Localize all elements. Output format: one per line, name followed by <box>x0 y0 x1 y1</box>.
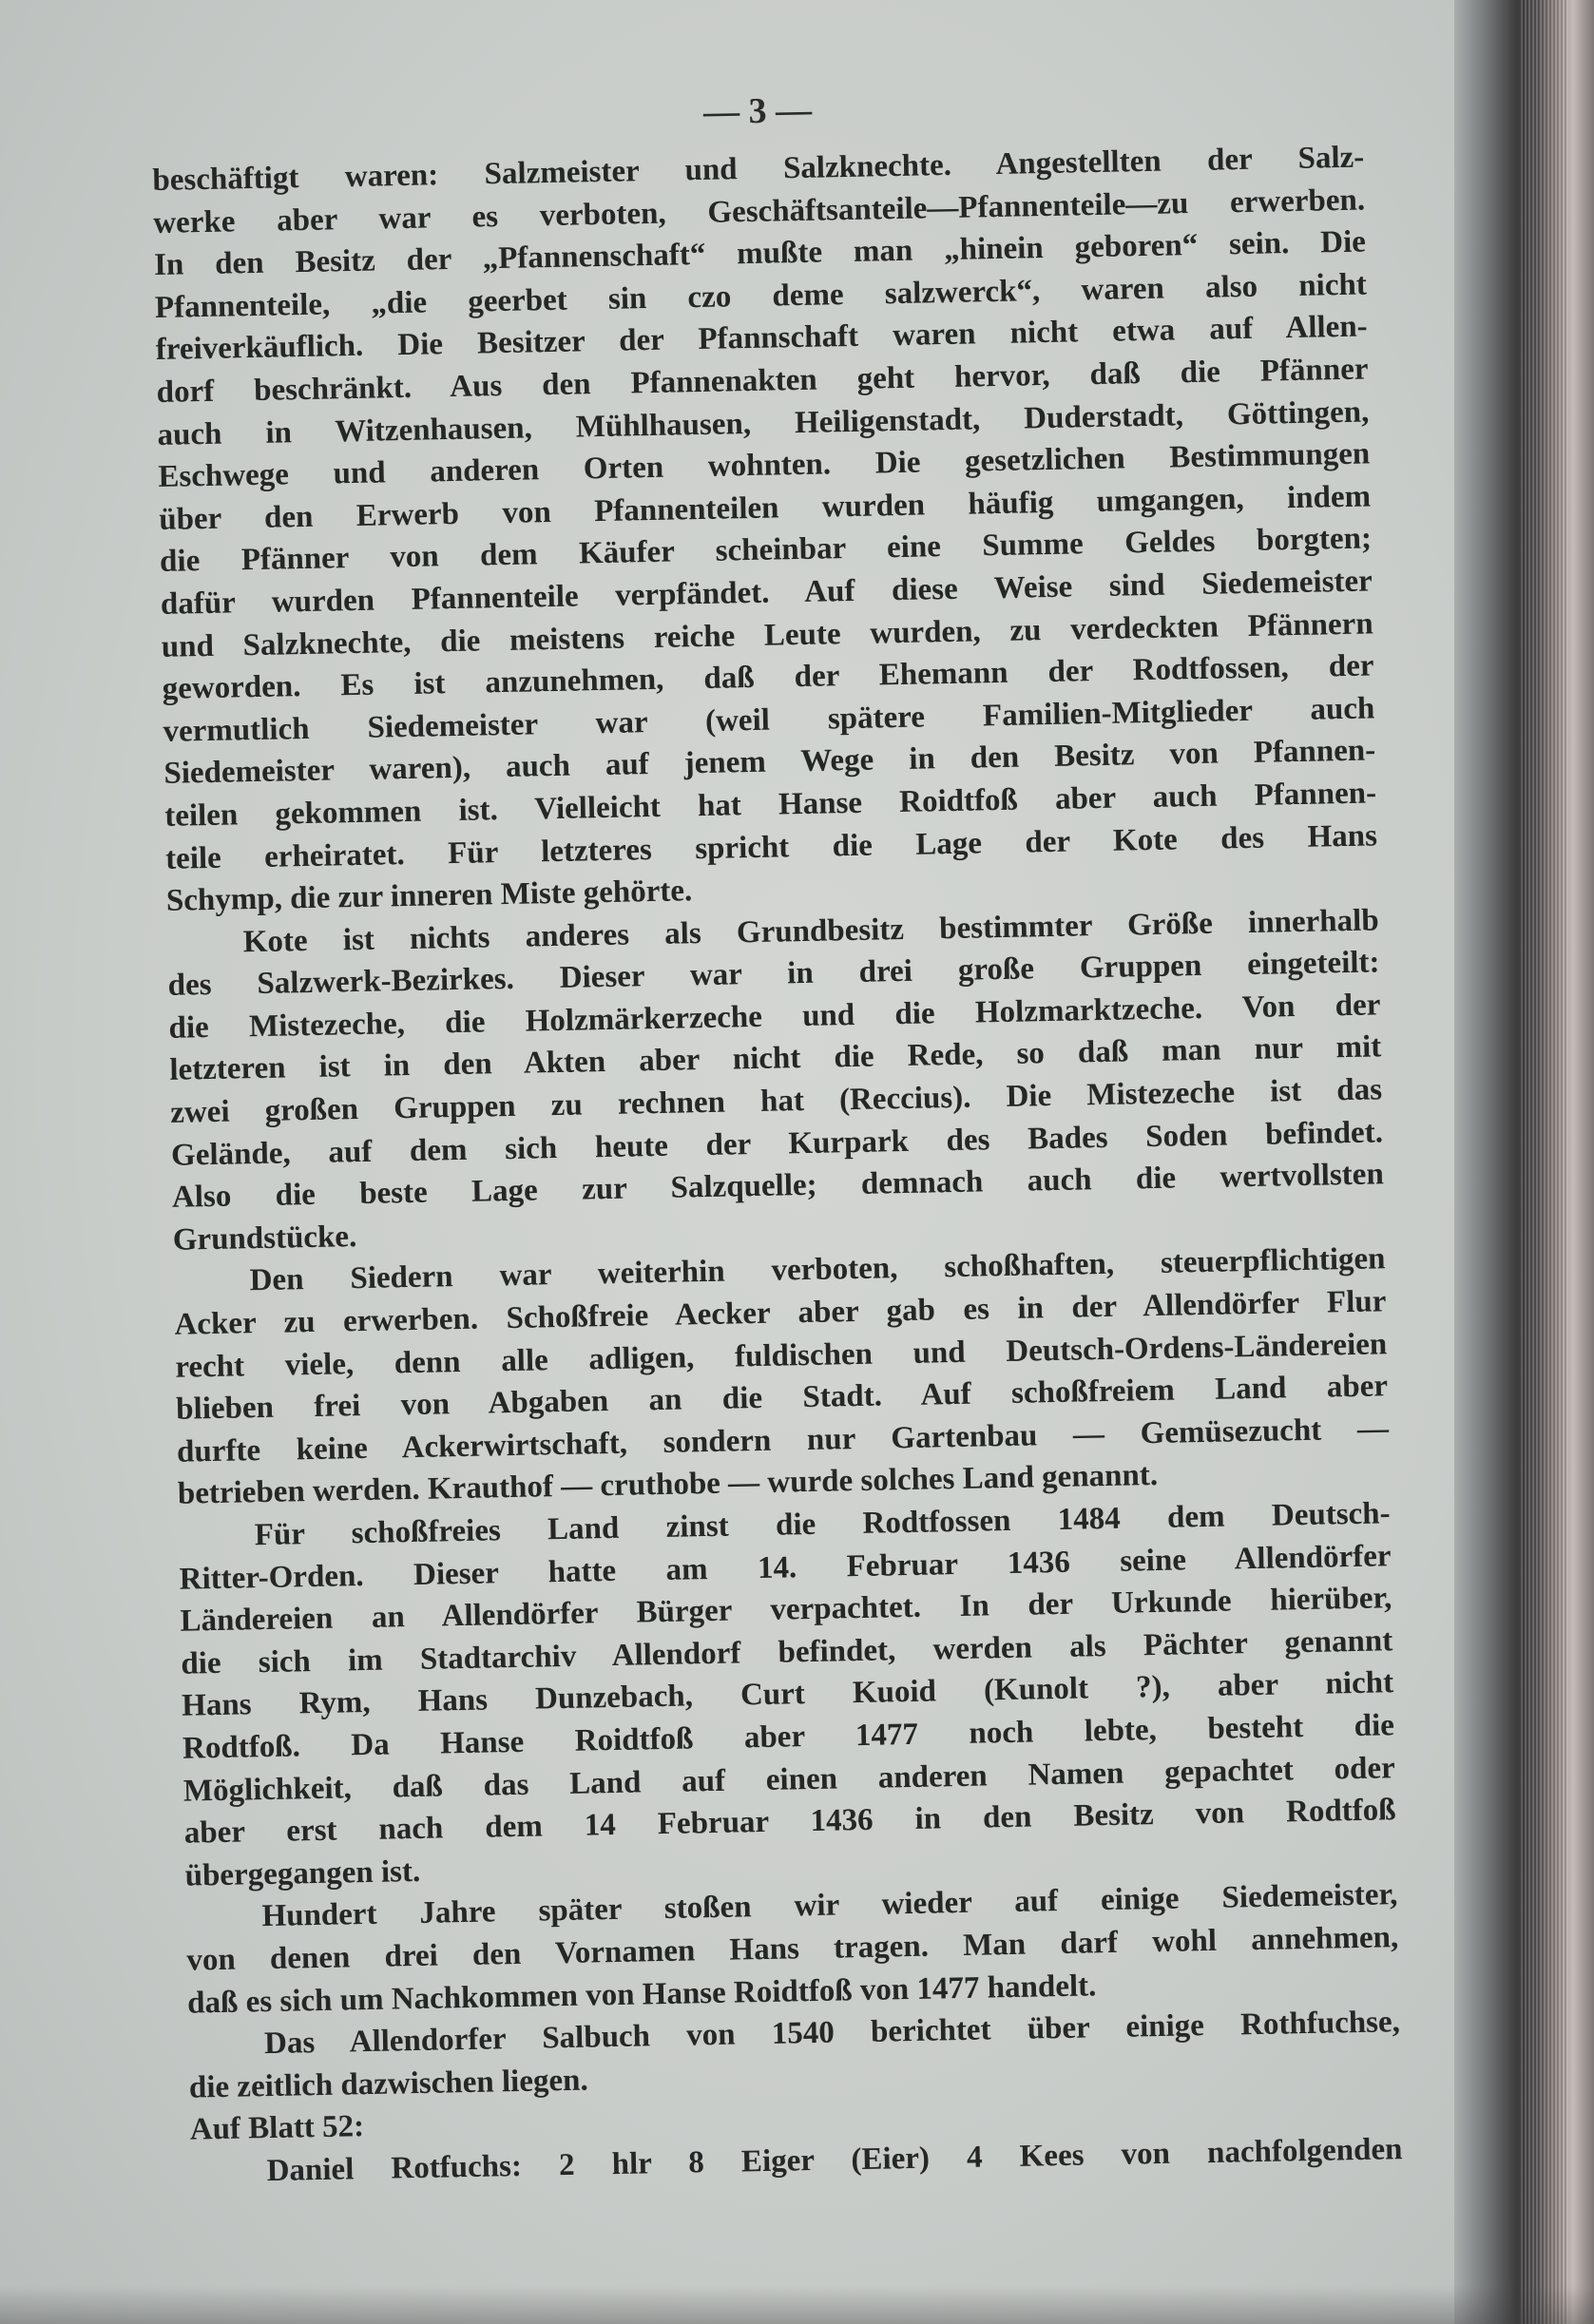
text-line: und Salzknechte, die meistens reiche Leute wurden, zu verdeckten Pfännern <box>161 605 1373 664</box>
text-line: geworden. Es ist anzunehmen, daß der Ehemann der Rodtfossen, der <box>162 648 1374 707</box>
body-text <box>152 137 1403 2195</box>
page-bottom-shadow <box>0 2286 1594 2324</box>
text-line: von denen drei den Vornamen Hans tragen. Man darf wohl annehmen, <box>186 1920 1399 1978</box>
text-line: Möglichkeit, daß das Land auf einen anderen Namen gepachtet oder <box>182 1750 1396 1809</box>
text-line: über den Erwerb von Pfannenteilen wurden häufig umgangen, indem <box>158 479 1372 537</box>
text-line: die Mistezeche, die Holzmärkerzeche und die Holzmarktzeche. Von der <box>168 988 1381 1046</box>
text-line: aber erst nach dem 14 Februar 1436 in den Besitz von Rodtfoß <box>183 1793 1396 1851</box>
text-line: die Pfänner von dem Käufer scheinbar eine Summe Geldes borgten; <box>159 521 1373 580</box>
text-line: freiverkäuflich. Die Besitzer der Pfannschaft waren nicht etwa auf Allen- <box>155 309 1368 368</box>
text-line: teilen gekommen ist. Vielleicht hat Hanse Roidtfoß aber auch Pfannen- <box>163 776 1377 834</box>
text-line: dafür wurden Pfannenteile verpfändet. Auf diese Weise sind Siedemeister <box>160 564 1373 622</box>
text-line: Schymp, die zur inneren Miste gehörte. <box>165 874 693 918</box>
text-line: Für schoßfreies Land zinst die Rodtfossen 1484 dem Deutsch- <box>254 1496 1391 1553</box>
text-line: auch in Witzenhausen, Mühlhausen, Heiligenstadt, Duderstadt, Göttingen, <box>157 394 1370 452</box>
text-line: Auf Blatt 52: <box>189 2109 365 2147</box>
text-line: betrieben werden. Krauthof — cruthobe — wurde solches Land genannt. <box>177 1458 1159 1512</box>
text-line: die sich im Stadtarchiv Allendorf befindet, werden als Pächter genannt <box>181 1623 1393 1681</box>
text-line: Ritter-Orden. Dieser hatte am 14. Februar 1436 seine Allendörfer <box>179 1538 1392 1597</box>
text-line: recht viele, denn alle adligen, fuldischen und Deutsch-Ordens-Ländereien <box>175 1326 1388 1385</box>
text-line: übergegangen ist. <box>184 1853 421 1893</box>
text-line: werke aber war es verboten, Geschäftsanteile—Pfannenteile—zu erwerben. <box>152 182 1366 240</box>
text-line: Daniel Rotfuchs: 2 hlr 8 Eiger (Eier) 4 Kees von nachfolgenden <box>266 2132 1403 2188</box>
text-line: zwei großen Gruppen zu rechnen hat (Reccius). Die Mistezeche ist das <box>169 1072 1383 1130</box>
text-line: Pfannenteile, „die geerbet sin czo deme salzwerck“, waren also nicht <box>154 267 1368 325</box>
page-stack-edge <box>1521 0 1568 2324</box>
text-line: blieben frei von Abgaben an die Stadt. Auf schoßfreiem Land aber <box>175 1369 1389 1427</box>
text-line: teile erheiratet. Für letzteres spricht die Lage der Kote des Hans <box>164 817 1378 876</box>
text-line: Kote ist nichts anderes als Grundbesitz bestimmter Größe innerhalb <box>242 903 1379 959</box>
text-line: Acker zu erwerben. Schoßfreie Aecker aber gab es in der Allendörfer Flur <box>174 1284 1387 1342</box>
text-line: Siedemeister waren), auch auf jenem Wege in den Besitz von Pfannen- <box>163 733 1376 792</box>
page-number: — 3 — <box>702 90 813 132</box>
text-line: Gelände, auf dem sich heute der Kurpark des Bades Soden befindet. <box>170 1114 1384 1173</box>
text-line: dorf beschränkt. Aus den Pfannenakten geht hervor, daß die Pfänner <box>156 352 1369 410</box>
text-line: Rodtfoß. Da Hanse Roidtfoß aber 1477 noch lebte, besteht die <box>182 1708 1395 1766</box>
text-line: beschäftigt waren: Salzmeister und Salzknechte. Angestellten der Salz- <box>152 140 1365 198</box>
text-line: Den Siedern war weiterhin verboten, schoßhaften, steuerpflichtigen <box>249 1241 1386 1298</box>
text-line: letzteren ist in den Akten aber nicht die Rede, so daß man nur mit <box>169 1029 1382 1088</box>
text-line: Hans Rym, Hans Dunzebach, Curt Kuoid (Kunolt ?), aber nicht <box>181 1665 1394 1724</box>
text-line: vermutlich Siedemeister war (weil spätere Familien-Mitglieder auch <box>163 691 1375 749</box>
text-line: die zeitlich dazwischen liegen. <box>188 2063 589 2105</box>
text-line: Eschwege und anderen Orten wohnten. Die gesetzlichen Bestimmungen <box>158 436 1371 495</box>
text-line: Grundstücke. <box>172 1219 357 1258</box>
text-line: des Salzwerk-Bezirkes. Dieser war in drei große Gruppen eingeteilt: <box>167 945 1380 1004</box>
text-line: Also die beste Lage zur Salzquelle; demnach auch die wertvollsten <box>171 1157 1385 1216</box>
text-line: Ländereien an Allendörfer Bürger verpachtet. In der Urkunde hierüber, <box>180 1581 1392 1639</box>
text-line: Hundert Jahre später stoßen wir wieder auf einige Siedemeister, <box>261 1877 1398 1934</box>
text-line: durfte keine Ackerwirtschaft, sondern nur Gartenbau — Gemüsezucht — <box>176 1412 1390 1469</box>
text-line: Das Allendorfer Salbuch von 1540 berichtet über einige Rothfuchse, <box>263 2005 1401 2062</box>
text-line: daß es sich um Nachkommen von Hanse Roidtfoß von 1477 handelt. <box>186 1968 1097 2021</box>
text-line: In den Besitz der „Pfannenschaft“ mußte man „hinein geboren“ sein. Die <box>153 224 1367 283</box>
